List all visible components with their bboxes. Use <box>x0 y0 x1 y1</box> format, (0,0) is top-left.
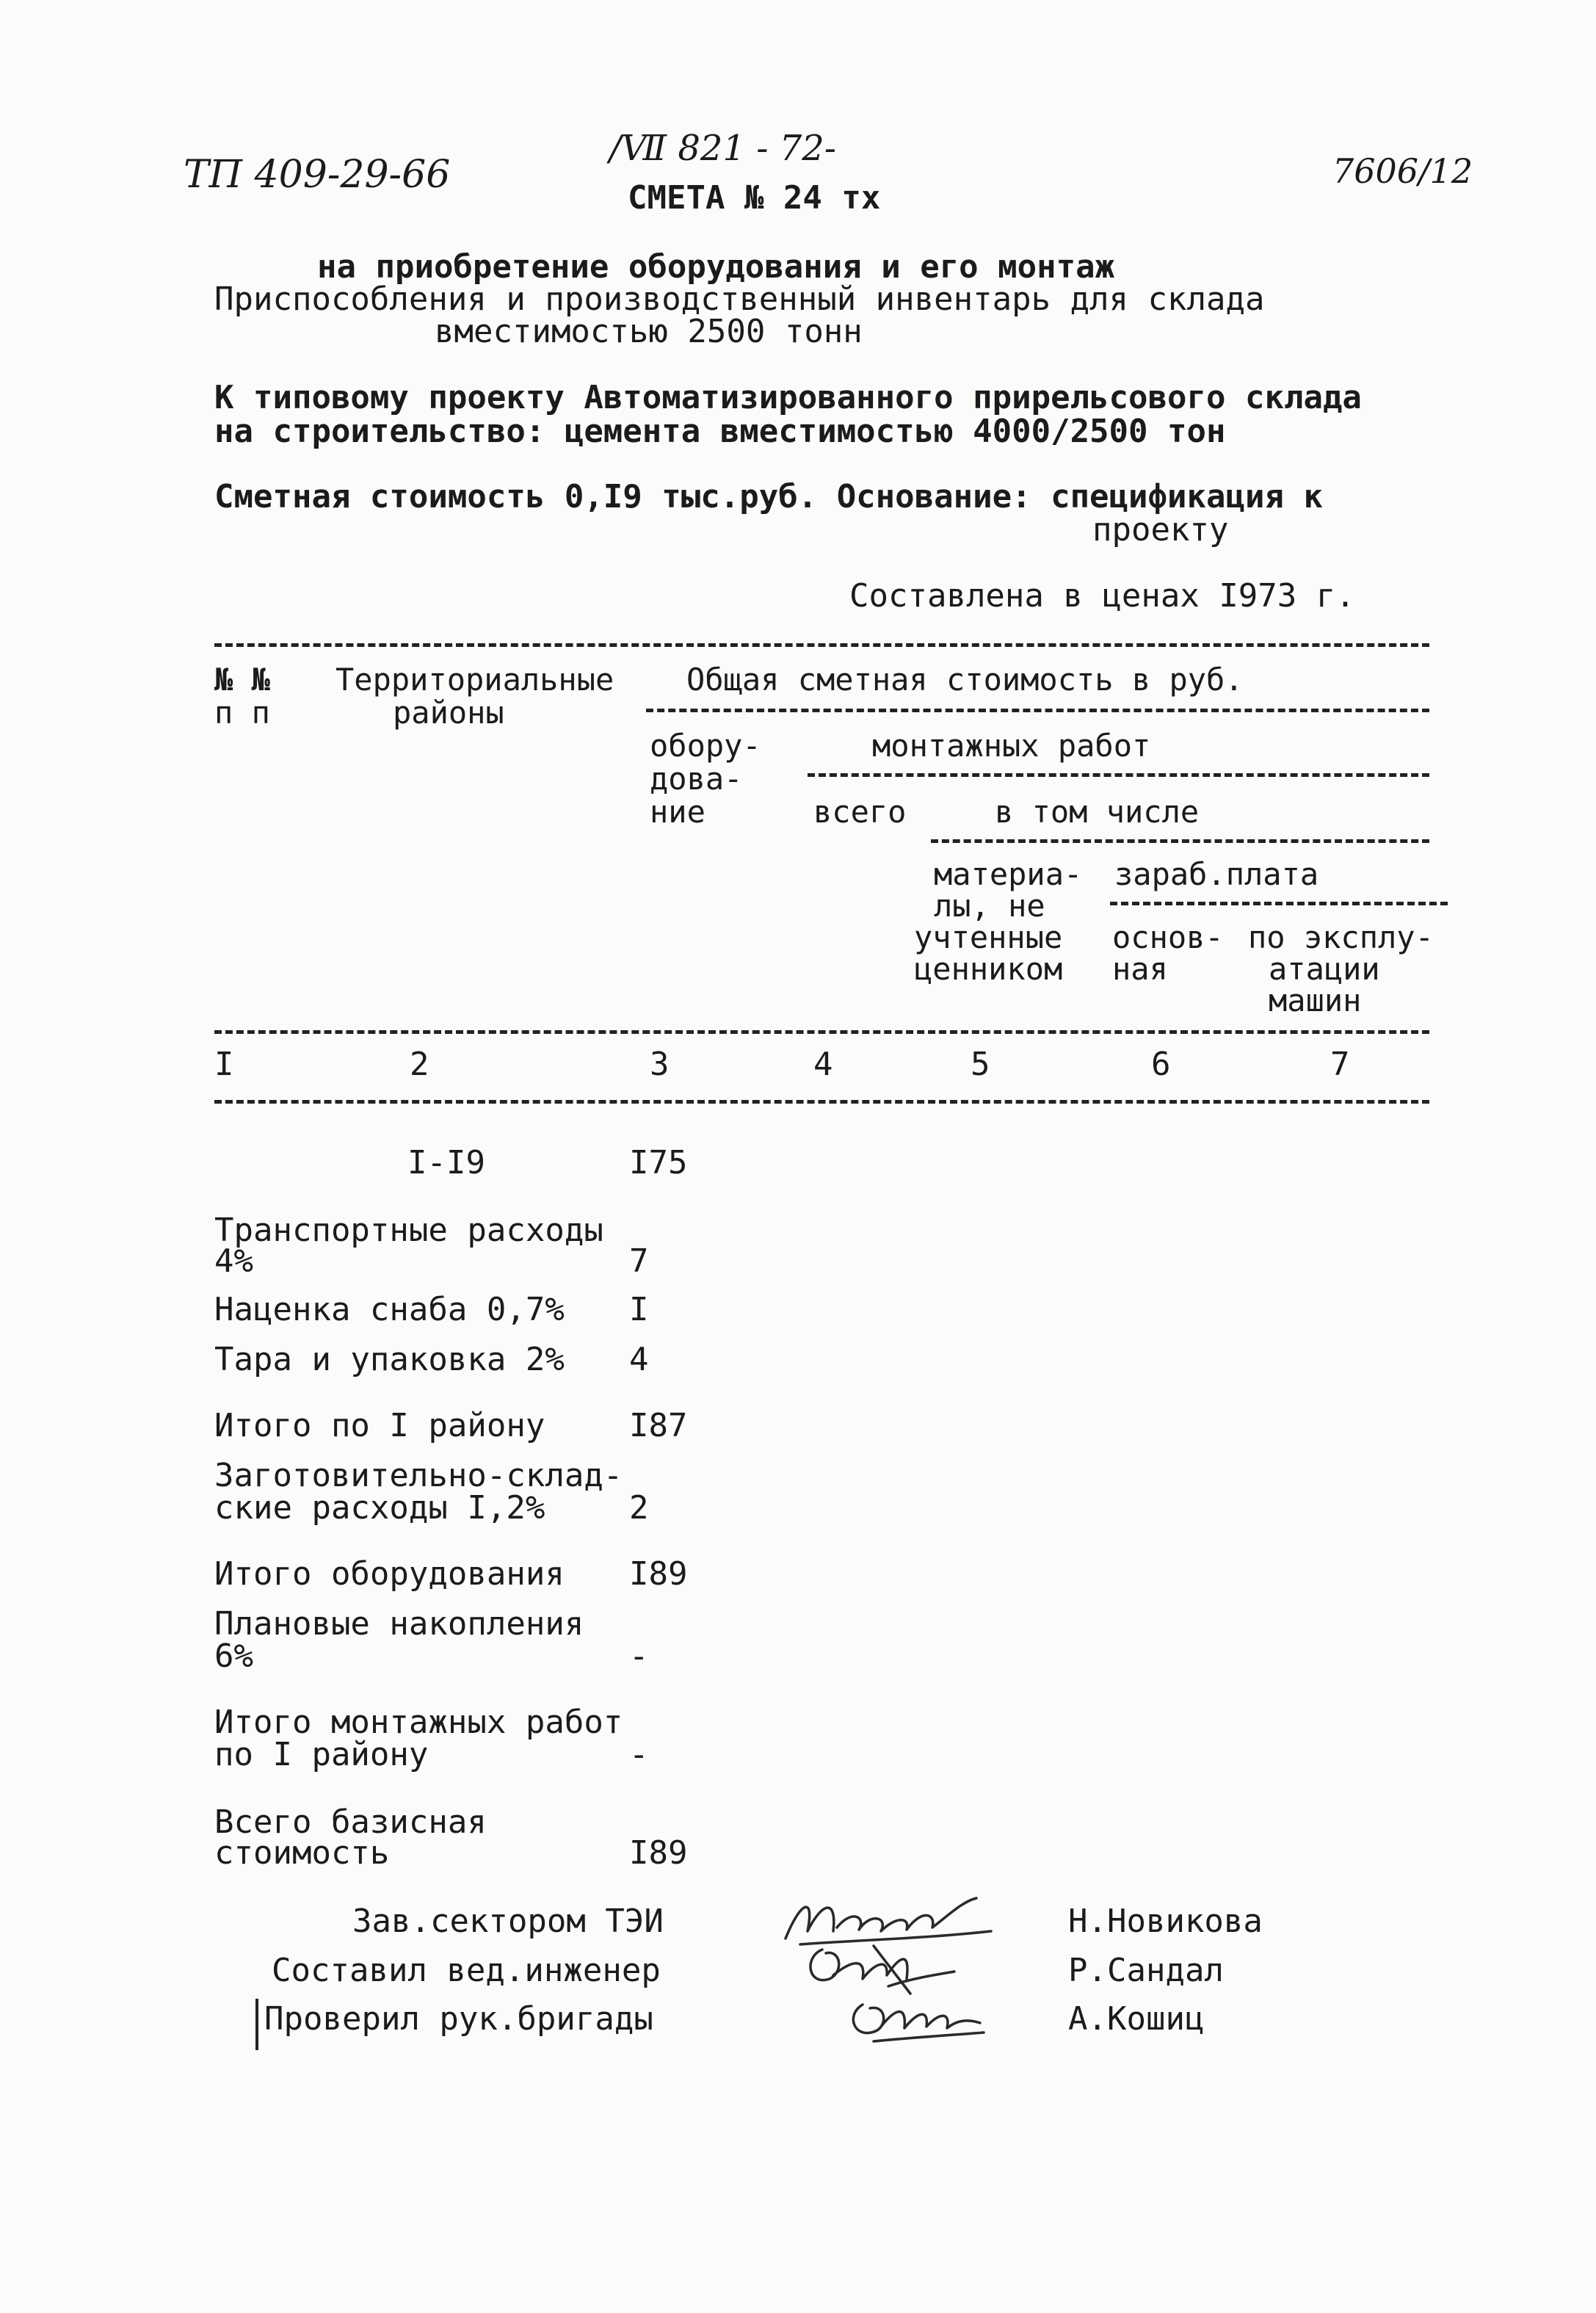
materials-line-4: ценником <box>914 951 1063 987</box>
signer-role: Зав.сектором ТЭИ <box>352 1903 664 1940</box>
project-line-2: на строительство: цемента вместимостью 4000/2500 тон <box>214 413 1226 450</box>
rule-above-numbers <box>214 1030 1429 1034</box>
rule-under-salary <box>1110 902 1448 905</box>
row-label: Плановые накопления <box>214 1605 584 1643</box>
col-num-line-1: № № <box>214 662 270 698</box>
row-label: по I району <box>214 1736 429 1773</box>
row-value: I89 <box>629 1555 688 1593</box>
equipment-line-1: обору- <box>650 728 761 764</box>
salary-header: зараб.плата <box>1114 856 1319 892</box>
cost-line-1: Сметная стоимость 0,I9 тыс.руб. Основание: спецификация к <box>214 478 1323 515</box>
col-number-2: 2 <box>410 1046 429 1083</box>
row-value: I89 <box>629 1834 688 1872</box>
installation-header: монтажных работ <box>872 728 1151 764</box>
title-line-2: Приспособления и производственный инвентарь для склада <box>214 280 1265 318</box>
row-label: Всего базисная <box>214 1803 487 1841</box>
row-value: - <box>629 1736 649 1773</box>
row-label: 4% <box>214 1242 253 1280</box>
doc-code: ТП 409-29-66 <box>184 153 451 197</box>
rule-under-total-cost <box>646 709 1429 712</box>
row-value: I <box>629 1291 649 1328</box>
row-label: Тара и упаковка 2% <box>214 1341 565 1378</box>
prices-note: Составлена в ценах I973 г. <box>849 577 1355 615</box>
col-regions-line-1: Территориальные <box>335 662 614 698</box>
rule-below-numbers <box>214 1100 1429 1104</box>
signer-role: Составил вед.инженер <box>272 1952 661 1989</box>
col-number-7: 7 <box>1330 1046 1350 1083</box>
row-label: 6% <box>214 1637 253 1675</box>
rule-under-installation <box>808 773 1429 777</box>
col-regions-line-2: районы <box>393 695 504 731</box>
equipment-line-3: ние <box>650 794 705 830</box>
row-value: 7 <box>629 1242 649 1280</box>
margin-mark <box>255 1999 258 2050</box>
row-label: Итого оборудования <box>214 1555 565 1593</box>
signer-role: Проверил рук.бригады <box>264 2000 653 2038</box>
machines-line-1: по эксплу- <box>1248 919 1434 955</box>
sheet-number: 7606/12 <box>1332 151 1473 191</box>
inventory-mark: /Ⅶ 821 - 72- <box>609 128 837 169</box>
title-line-1: на приобретение оборудования и его монтаж <box>317 248 1115 286</box>
row-value: - <box>629 1637 649 1675</box>
project-line-1: К типовому проекту Автоматизированного прирельсового склада <box>214 379 1362 416</box>
row-label: Заготовительно-склад- <box>214 1457 623 1494</box>
col-number-5: 5 <box>971 1046 990 1083</box>
row-label: Итого по I району <box>214 1407 545 1444</box>
row-value: I87 <box>629 1407 688 1444</box>
row-label: Наценка снаба 0,7% <box>214 1291 565 1328</box>
signer-name: А.Кошиц <box>1068 2000 1205 2038</box>
row-value: 4 <box>629 1341 649 1378</box>
col-num-line-2: п п <box>214 695 270 731</box>
machines-line-3: машин <box>1269 982 1362 1018</box>
col-number-1: I <box>214 1046 234 1083</box>
row-value: I75 <box>629 1144 688 1181</box>
basic-line-2: ная <box>1112 951 1168 987</box>
materials-line-3: учтенные <box>914 919 1063 955</box>
row-label: Транспортные расходы <box>214 1212 603 1249</box>
title-line-3: вместимостью 2500 тонн <box>435 313 863 350</box>
cost-line-2: проекту <box>1092 511 1229 549</box>
col-number-4: 4 <box>813 1046 833 1083</box>
machines-line-2: атации <box>1269 951 1380 987</box>
total-cost-header: Общая сметная стоимость в руб. <box>686 662 1244 698</box>
rule-under-including <box>931 839 1429 843</box>
basic-line-1: основ- <box>1112 919 1224 955</box>
materials-line-1: материа- <box>934 856 1083 892</box>
table-top-rule <box>214 643 1429 647</box>
row-label: I-I9 <box>407 1144 485 1181</box>
signer-name: Н.Новикова <box>1068 1903 1263 1940</box>
row-label: ские расходы I,2% <box>214 1489 545 1527</box>
estimate-title: СМЕТА № 24 тх <box>628 179 881 217</box>
row-value: 2 <box>629 1489 649 1527</box>
col-number-3: 3 <box>650 1046 670 1083</box>
materials-line-2: лы, не <box>934 888 1045 924</box>
row-label: Итого монтажных работ <box>214 1704 623 1741</box>
including-header: в том числе <box>995 794 1200 830</box>
col-number-6: 6 <box>1151 1046 1171 1083</box>
total-header: всего <box>813 794 907 830</box>
signature-image <box>844 1983 991 2049</box>
signer-name: Р.Сандал <box>1068 1952 1224 1989</box>
equipment-line-2: дова- <box>650 761 743 797</box>
row-label: стоимость <box>214 1834 390 1872</box>
